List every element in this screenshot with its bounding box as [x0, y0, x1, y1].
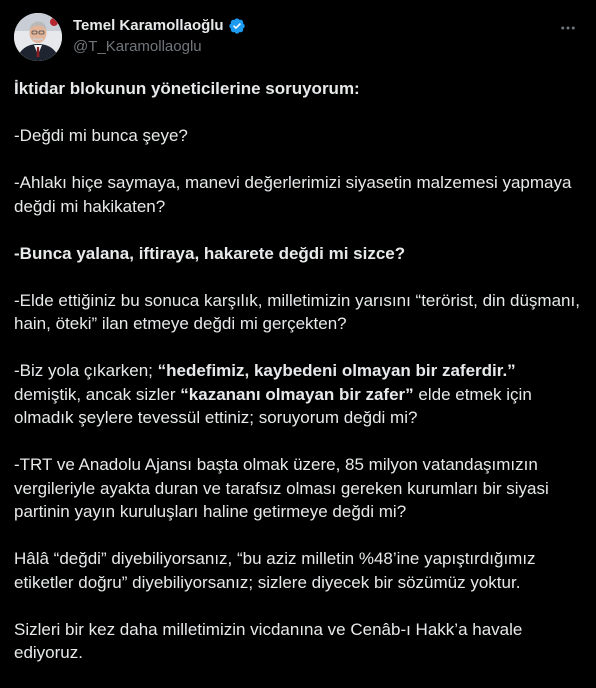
tweet-paragraph-6-part-5: elde etmek için olmadık şeylere tevessül ettiniz; soruyorum değdi mi?	[14, 384, 532, 427]
tweet-paragraph-6-quote-1: “hedefimiz, kaybedeni olmayan bir zaferdir.”	[157, 361, 516, 380]
tweet-paragraph-1: İktidar blokunun yöneticilerine soruyorum:	[14, 79, 360, 98]
tweet-text	[14, 77, 580, 665]
tweet-paragraph-6-part-3: demiştik, ancak sizler	[14, 384, 181, 404]
tweet-paragraph-6-quote-2: “kazananı olmayan bir zafer”	[180, 384, 414, 404]
tweet-paragraph-7: -TRT ve Anadolu Ajansı başta olmak üzere, 85 milyon vatandaşımızın vergileriyle ayakta duran ve tarafsız olması gereken kurumları bir siyasi partinin yayın kuruluşları haline getirmeye değdi mi?	[14, 455, 549, 521]
author-info	[73, 16, 246, 57]
tweet-paragraph-2: -Değdi mi bunca şeye?	[14, 126, 188, 145]
avatar[interactable]	[14, 13, 62, 61]
tweet-paragraph-6	[14, 359, 580, 430]
tweet-paragraph-4: -Bunca yalana, iftiraya, hakarete değdi mi sizce?	[14, 243, 406, 263]
tweet-paragraph-5: -Elde ettiğiniz bu sonuca karşılık, milletimizin yarısını “terörist, din düşmanı, hain, öteki” ilan etmeye değdi mi gerçekten?	[14, 290, 580, 333]
tweet-paragraph-3: -Ahlakı hiçe saymaya, manevi değerlerimizi siyasetin malzemesi yapmaya değdi mi hakikaten?	[14, 173, 572, 216]
author-handle[interactable]: @T_Karamollaoglu	[73, 38, 202, 55]
verified-badge-icon[interactable]	[228, 17, 246, 35]
tweet-paragraph-6-part-1: -Biz yola çıkarken;	[14, 361, 158, 380]
more-options-icon[interactable]	[558, 18, 578, 38]
display-name-row	[73, 16, 246, 36]
avatar-image	[14, 13, 62, 61]
author-display-name[interactable]: Temel Karamollaoğlu	[73, 17, 224, 34]
tweet-paragraph-9: Sizleri bir kez daha milletimizin vicdanına ve Cenâb-ı Hakk’a havale ediyoruz.	[14, 619, 523, 662]
tweet-header	[14, 12, 582, 64]
tweet-paragraph-8: Hâlâ “değdi” diyebiliyorsanız, “bu aziz milletin %48’ine yapıştırdığımız etiketler doğru” diyebiliyorsanız; sizlere diyecek bir sözümüz yoktur.	[14, 549, 536, 592]
